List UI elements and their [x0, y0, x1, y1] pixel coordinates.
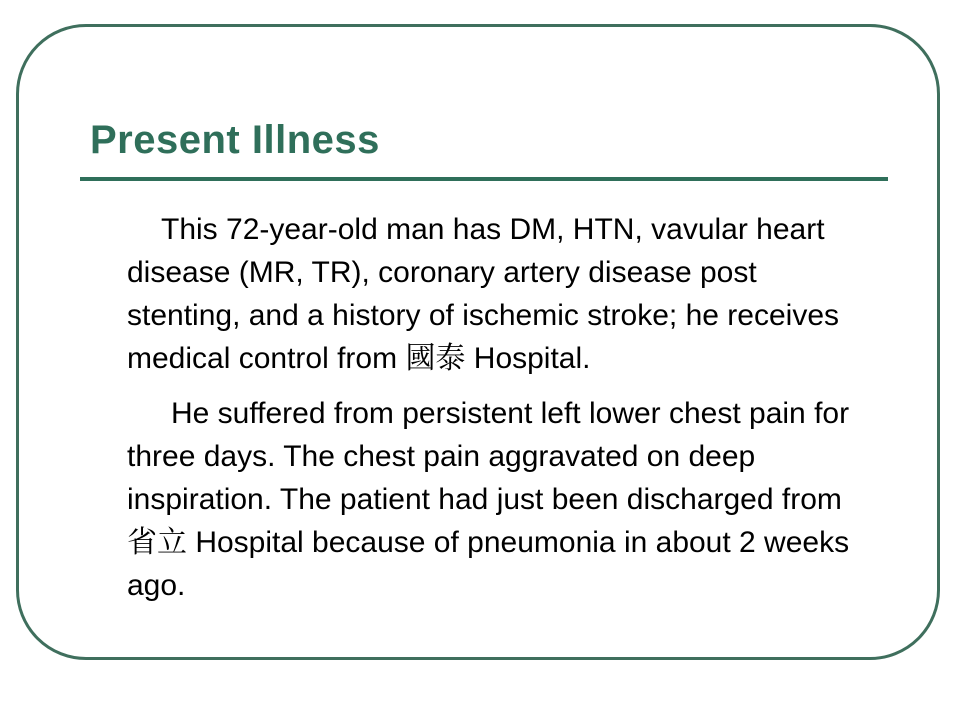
paragraph-text: Hospital because of pneumonia in about 2 weeks ago.	[127, 526, 850, 602]
hospital-name: 省立	[127, 525, 187, 560]
paragraph-text: He suffered from persistent left lower chest pain for three days. The chest pain aggravated on deep inspiration. The patient had just been discharged from	[127, 397, 850, 516]
paragraph-medical-history	[127, 208, 872, 380]
hospital-name: 國泰	[405, 341, 466, 376]
slide-title: Present Illness	[90, 118, 380, 162]
slide-body	[127, 208, 872, 619]
paragraph-text: This 72-year-old man has DM, HTN, vavular heart disease (MR, TR), coronary artery disease post stenting, and a history of ischemic stroke; he receives medical control from	[127, 213, 840, 375]
paragraph-current-complaint	[127, 392, 872, 607]
title-divider	[80, 177, 888, 181]
paragraph-text: Hospital.	[465, 342, 591, 375]
